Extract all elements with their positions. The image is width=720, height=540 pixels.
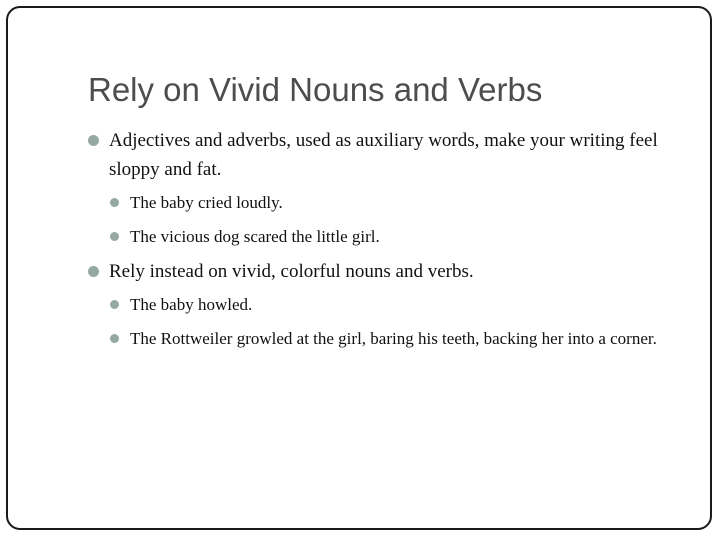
round-bullet-icon <box>110 300 119 309</box>
slide-content <box>88 126 688 359</box>
round-bullet-icon <box>110 334 119 343</box>
sub-bullet-text: The baby cried loudly. <box>130 193 283 212</box>
sub-bullet-item <box>110 325 688 353</box>
sub-bullet-text: The vicious dog scared the little girl. <box>130 227 380 246</box>
sub-bullet-item <box>110 189 688 217</box>
bullet-text: Adjectives and adverbs, used as auxiliary words, make your writing feel sloppy and fat. <box>109 130 658 180</box>
round-bullet-icon <box>110 232 119 241</box>
round-bullet-icon <box>88 266 99 277</box>
bullet-text: Rely instead on vivid, colorful nouns and verbs. <box>109 261 474 282</box>
round-bullet-icon <box>110 198 119 207</box>
bullet-item <box>88 257 688 286</box>
sub-bullet-text: The Rottweiler growled at the girl, baring his teeth, backing her into a corner. <box>130 329 657 348</box>
slide-title: Rely on Vivid Nouns and Verbs <box>88 71 543 108</box>
sub-bullet-item <box>110 291 688 319</box>
sub-bullet-item <box>110 223 688 251</box>
slide-frame <box>6 6 712 530</box>
round-bullet-icon <box>88 135 99 146</box>
bullet-item <box>88 126 688 184</box>
sub-bullet-text: The baby howled. <box>130 295 253 314</box>
